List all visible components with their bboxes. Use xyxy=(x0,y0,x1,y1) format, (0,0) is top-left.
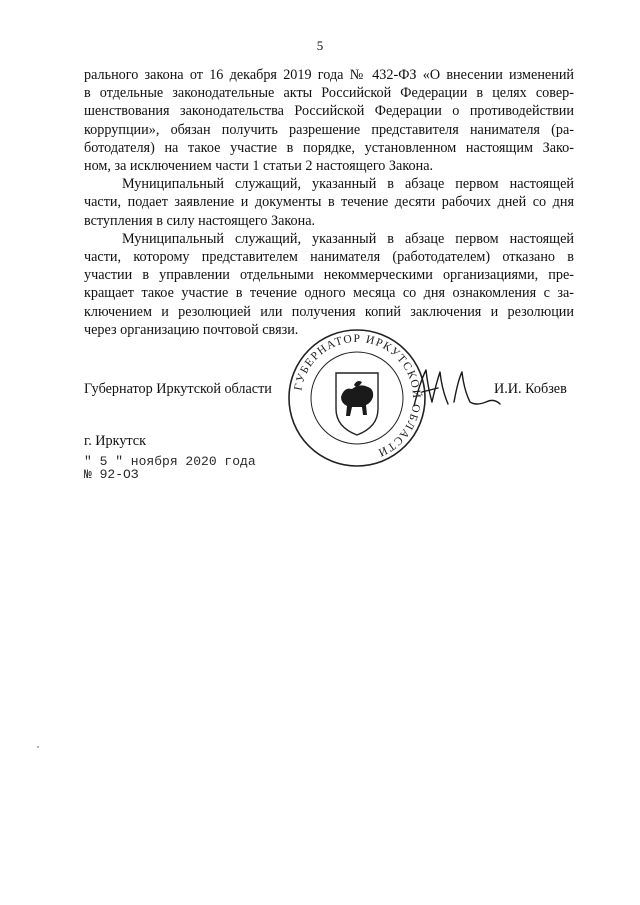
stamp-date: " 5 " ноября 2020 года xyxy=(84,454,256,469)
place-of-signing: г. Иркутск xyxy=(84,433,146,449)
text-line: кращает такое участие в течение одного месяца со дня ознакомления с за- xyxy=(84,285,574,302)
text-line: участии в управлении отдельными некоммерческими организациями, пре- xyxy=(84,267,574,284)
text-line: шенствования законодательства Российской Федерации о противодействии xyxy=(84,103,574,120)
page-number: 5 xyxy=(316,38,324,53)
scan-speck xyxy=(37,746,39,748)
text-line: части, которому представителем нанимателя (работодателем) отказано в xyxy=(84,249,574,266)
text-line: части, подает заявление и документы в течение десяти рабочих дней со дня xyxy=(84,194,574,211)
text-line: в отдельные законодательные акты Российской Федерации в целях совер- xyxy=(84,85,574,102)
text-line: через организацию почтовой связи. xyxy=(84,321,299,338)
text-line: ном, за исключением части 1 статьи 2 настоящего Закона. xyxy=(84,158,434,175)
paragraph-start: Муниципальный служащий, указанный в абзаце первом настоящей xyxy=(122,230,574,247)
text-line: ключением и резолюцией или получения копий заключения и резолюции xyxy=(84,303,574,320)
seal-text: ГУБЕРНАТОР ИРКУТСКОЙ ОБЛАСТИ xyxy=(292,332,423,459)
text-line: ботодателя) на такое участие в порядке, установленном настоящим Зако- xyxy=(84,139,574,156)
handwritten-signature xyxy=(410,362,502,414)
text-line: рального закона от 16 декабря 2019 года № 432-ФЗ «О внесении изменений xyxy=(84,67,574,83)
text-line: вступления в силу настоящего Закона. xyxy=(84,212,316,229)
stamp-law-number: № 92-ОЗ xyxy=(84,467,139,482)
signatory-title: Губернатор Иркутской области xyxy=(84,381,272,397)
signatory-name: И.И. Кобзев xyxy=(494,381,567,397)
paragraph-start: Муниципальный служащий, указанный в абзаце первом настоящей xyxy=(122,176,574,193)
official-seal xyxy=(286,327,428,469)
text-line: коррупции», обязан получить разрешение представителя нанимателя (ра- xyxy=(84,121,574,138)
date-stamp xyxy=(84,455,256,481)
law-text xyxy=(84,66,574,339)
